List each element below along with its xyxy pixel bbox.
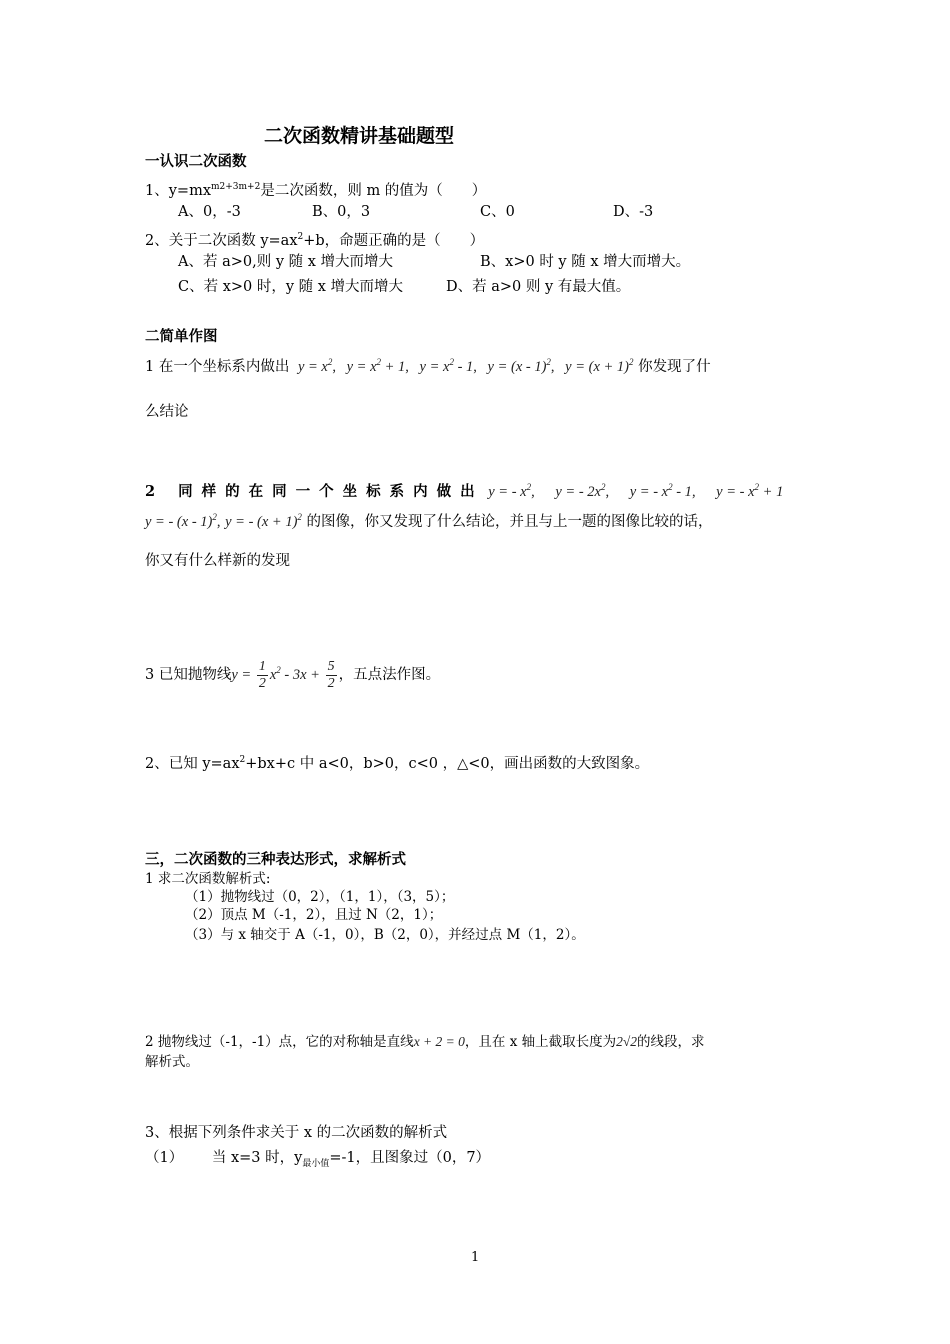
s3-q1-title: 1 求二次函数解析式: [145, 871, 271, 887]
formula-parabola: y = $\frac{1}{2}$ $x^2 - 3x$ + $\frac{5}{2}$ [231, 659, 335, 692]
s2-question3 [145, 648, 440, 697]
s2-q3-prefix: 3 已知抛物线 [145, 667, 232, 683]
s1-q1-choice-a: A、0，-3 [178, 204, 241, 220]
s3-q3-title: 3、根据下列条件求关于 x 的二次函数的解析式 [145, 1125, 448, 1141]
section3-heading: 三，二次函数的三种表达形式，求解析式 [145, 852, 406, 868]
s3-q3-subscript: 最小值 [302, 1158, 330, 1169]
formula-y-x2-plus-1: $y = x^2 + 1$ [346, 357, 406, 375]
s2-q1-prefix: 1 在一个坐标系内做出 [145, 359, 290, 375]
s3-q3-item-1 [145, 1148, 490, 1174]
s1-q2-option-a: A、若 a>0,则 y 随 x 增大而增大 [178, 254, 394, 270]
s2-q1-continuation: 么结论 [145, 404, 189, 420]
s3-q1-item-3: （3）与 x 轴交于 A（-1，0），B（2，0），并经过点 M（1，2）。 [185, 927, 585, 943]
s2-q2-prefix: 2 同样的在同一个坐标系内做出 [145, 483, 484, 500]
page-number: 1 [471, 1250, 480, 1265]
formula-y-neg-x2: y = - $x^2$ [488, 482, 532, 500]
s1-q2-exponent: 2 [297, 232, 304, 242]
s3-q3-label: （1） [145, 1150, 184, 1166]
page-title: 二次函数精讲基础题型 [264, 125, 455, 147]
s1-q2-option-c: C、若 x>0 时，y 随 x 增大而增大 [178, 279, 404, 295]
formula-y-neg-x-minus-1-sq: y = - (x - 1)$^2$ [145, 512, 217, 530]
s3-q1-item-1: （1）抛物线过（0，2），（1，1），（3，5）； [185, 889, 455, 905]
s2-q1-suffix: 你发现了什 [638, 359, 711, 375]
s1-q2-suffix: +b，命题正确的是（ ） [303, 233, 485, 249]
formula-y-x2-minus-1: $y = x^2 - 1$ [419, 357, 474, 375]
s2-question4 [145, 750, 649, 774]
s3-q2-mid: ，且在 x 轴上截取长度为 [464, 1034, 617, 1050]
formula-two-root-two: 2√2 [616, 1034, 638, 1049]
s2-q3-suffix: ，五点法作图。 [338, 667, 441, 683]
formula-y-neg-x2-plus-1: y = - $x^2 + 1$ [716, 482, 784, 500]
s3-q2-suffix: 的线段，求 [637, 1034, 705, 1050]
s3-question2 [145, 1032, 705, 1052]
fraction-one-half: $\frac{1}{2}$ [258, 659, 266, 692]
s2-question2: 2 同样的在同一个坐标系内做出 y = - $x^2$, y = - $2x^2$, y = - $x^2 - 1$, y = - $x^2 + 1$ [145, 482, 784, 500]
s1-q1-choice-d: D、-3 [613, 204, 654, 220]
formula-axis-line: x + 2 = 0 [413, 1034, 465, 1049]
s1-q2-option-d: D、若 a>0 则 y 有最大值。 [446, 279, 631, 295]
s1-q1-choice-c: C、0 [480, 204, 515, 220]
s3-q1-item-2: （2）顶点 M（-1，2），且过 N（2，1）； [185, 907, 443, 923]
section1-heading: 一认识二次函数 [145, 154, 247, 170]
formula-y-x-minus-1-sq: y = (x - 1)$^2$ [487, 357, 551, 375]
s1-q1-choice-b: B、0，3 [312, 204, 371, 220]
s2-q2-continuation: 你又有什么样新的发现 [145, 553, 290, 569]
formula-y-x2: $y = x^2$ [297, 357, 333, 375]
s2-q2-line2: y = - (x - 1)$^2$, y = - $(x + 1)^2$ 的图像，你又发现了什么结论，并且与上一题的图像比较的话， [145, 512, 713, 530]
s3-q2-prefix: 2 抛物线过（-1，-1）点，它的对称轴是直线 [145, 1034, 414, 1050]
formula-y-neg-x-plus-1-sq: y = - $(x + 1)^2$ [225, 512, 302, 530]
s2-q2-suffix: 的图像，你又发现了什么结论，并且与上一题的图像比较的话， [306, 514, 713, 530]
formula-y-neg-2x2: y = - $2x^2$ [555, 482, 606, 500]
s1-q1-exponent: m2+3m+2 [211, 182, 261, 192]
s3-q3-text2: =-1，且图象过（0，7） [329, 1150, 491, 1166]
fraction-five-halves: $\frac{5}{2}$ [327, 659, 335, 692]
s2-q4-exponent: 2 [239, 755, 246, 765]
s1-q1-prefix: 1、y=mx [145, 183, 211, 199]
s1-question2 [145, 227, 484, 251]
s1-q1-suffix: 是二次函数，则 m 的值为（ ） [260, 183, 487, 199]
s3-q2-continuation: 解析式。 [145, 1054, 199, 1070]
formula-y-x-plus-1-sq: $y = (x + 1)^2$ [565, 357, 634, 375]
s1-q2-prefix: 2、关于二次函数 y=ax [145, 233, 298, 249]
s1-q2-option-b: B、x>0 时 y 随 x 增大而增大。 [480, 254, 691, 270]
formula-y-neg-x2-minus-1: y = - $x^2 - 1$ [629, 482, 692, 500]
s2-question1: 1 在一个坐标系内做出 $y = x^2$, $y = x^2 + 1$, $y = x^2 - 1$, y = (x - 1)$^2$, $y = (x + 1)^2$ 你发现了什 [145, 357, 711, 375]
s2-q4-suffix: +bx+c 中 a<0，b>0，c<0 ，△<0，画出函数的大致图象。 [245, 756, 650, 772]
s2-q4-prefix: 2、已知 y=ax [145, 756, 240, 772]
s3-q3-text1: 当 x=3 时，y [211, 1150, 303, 1166]
s1-question1 [145, 177, 486, 201]
section2-heading: 二简单作图 [145, 329, 218, 345]
